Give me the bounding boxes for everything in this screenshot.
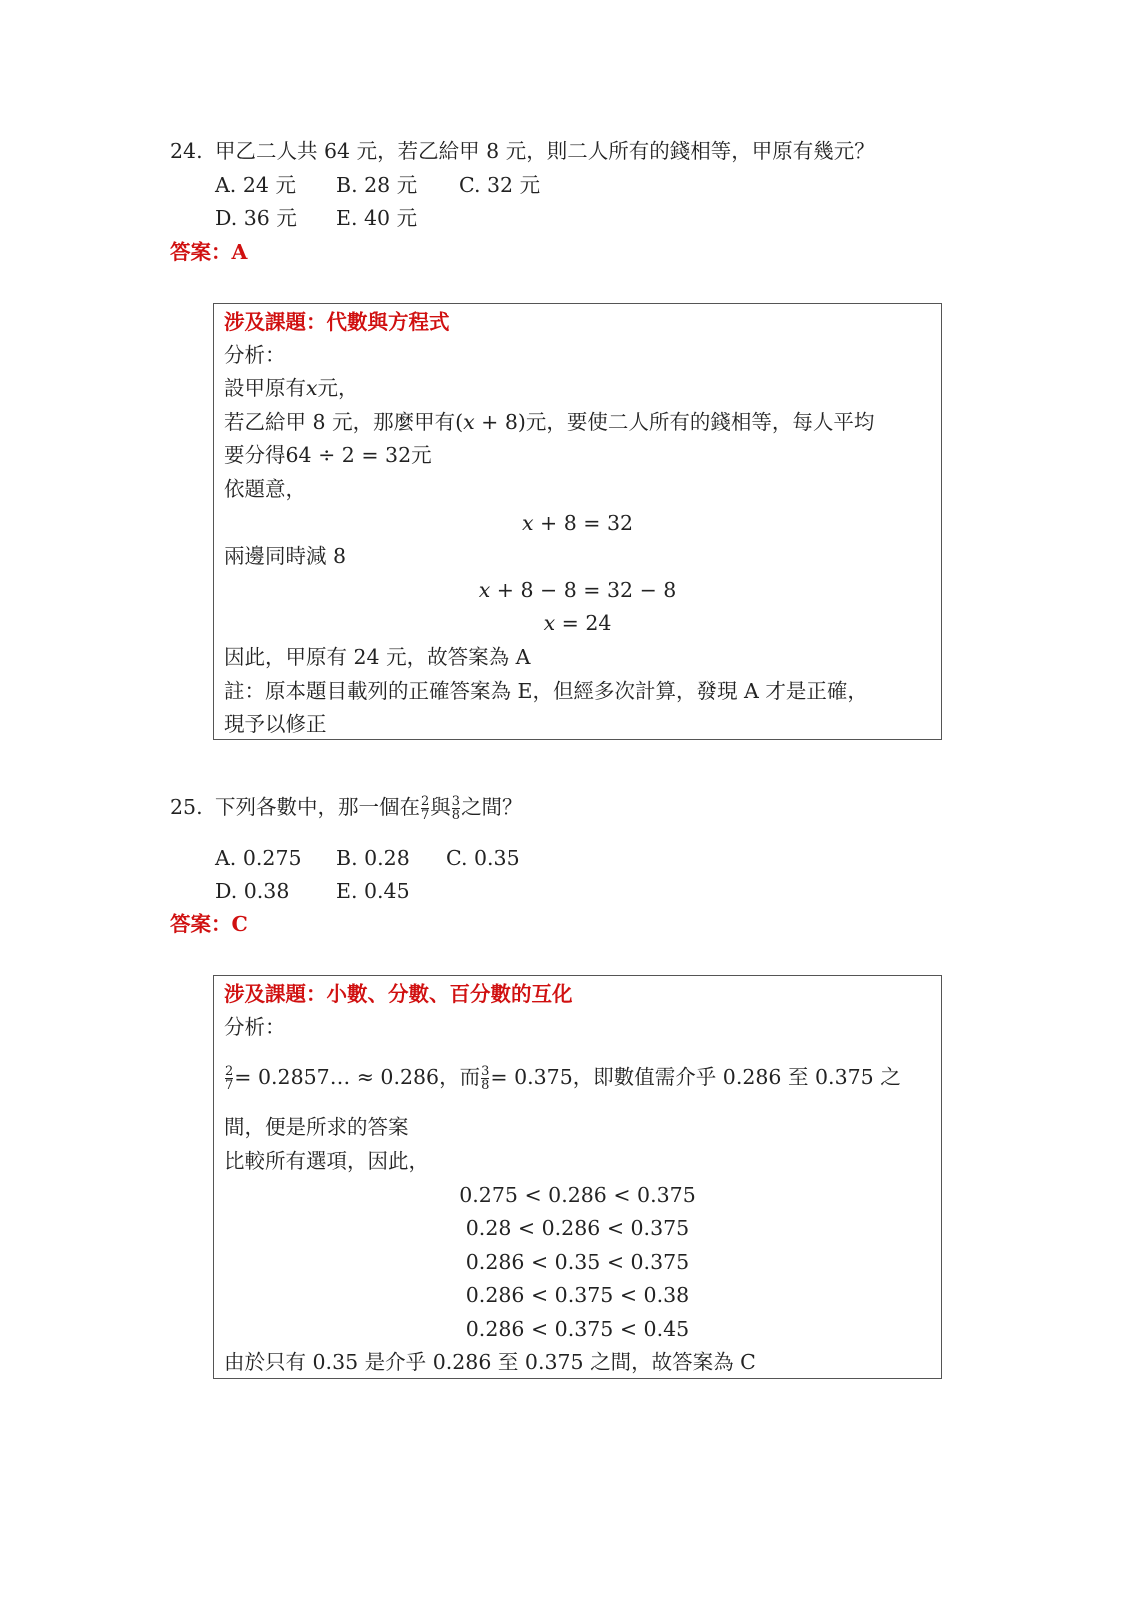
q25-line-text-b: = 0.375，即數值需介乎 0.286 至 0.375 之 [490, 1065, 901, 1089]
question-25-number: 25. [170, 795, 203, 819]
q25-text-pre: 下列各數中，那一個在 [215, 795, 420, 819]
q25-option-b: B. 0.28 [336, 846, 410, 870]
q25-text-post: 之間？ [461, 795, 523, 819]
q24-topic: 涉及課題：代數與方程式 [224, 310, 450, 334]
denominator: 8 [451, 808, 461, 823]
q25-text-mid: 與 [430, 795, 451, 819]
q25-option-a: A. 0.275 [215, 846, 302, 870]
question-24-text: 甲乙二人共 64 元，若乙給甲 8 元，則二人所有的錢相等，甲原有幾元？ [215, 139, 875, 163]
q24-line: 依題意， [224, 477, 306, 501]
fraction-2-7 [225, 1065, 233, 1092]
q25-line-fractions [224, 1058, 901, 1096]
q24-line: 兩邊同時減 8 [224, 544, 347, 568]
q25-inequality: 0.28 < 0.286 < 0.375 [465, 1216, 690, 1240]
q25-analysis-box [213, 975, 942, 1379]
question-25-text [215, 787, 523, 827]
q25-fraction-2-7 [421, 795, 429, 822]
q25-topic: 涉及課題：小數、分數、百分數的互化 [224, 982, 573, 1006]
q24-answer: 答案：A [170, 240, 248, 264]
q24-option-d: D. 36 元 [215, 206, 297, 230]
q24-option-c: C. 32 元 [459, 173, 541, 197]
q25-fraction-3-8 [452, 795, 460, 822]
numerator: 2 [225, 1064, 234, 1079]
q25-option-e: E. 0.45 [336, 879, 410, 903]
numerator: 2 [421, 794, 430, 809]
q25-inequality: 0.286 < 0.375 < 0.38 [465, 1283, 690, 1307]
q25-option-c: C. 0.35 [446, 846, 520, 870]
q25-inequality: 0.275 < 0.286 < 0.375 [459, 1183, 696, 1207]
q25-answer: 答案：C [170, 912, 248, 936]
denominator: 7 [225, 1078, 234, 1093]
q24-line: 因此，甲原有 24 元，故答案為 A [224, 645, 531, 669]
fraction-3-8 [481, 1065, 489, 1092]
q24-line: 若乙給甲 8 元，那麼甲有(𝑥 + 8)元，要使二人所有的錢相等，每人平均 [224, 410, 875, 434]
q25-line: 間，便是所求的答案 [224, 1115, 409, 1139]
q24-note: 現予以修正 [224, 712, 327, 736]
q25-option-d: D. 0.38 [215, 879, 290, 903]
q24-line: 設甲原有𝑥元， [224, 376, 359, 400]
numerator: 3 [481, 1064, 490, 1079]
q24-equation: 𝑥 = 24 [543, 611, 612, 635]
q24-analysis-box [213, 303, 942, 740]
numerator: 3 [451, 794, 461, 809]
denominator: 8 [481, 1078, 490, 1093]
q25-line: 由於只有 0.35 是介乎 0.286 至 0.375 之間，故答案為 C [224, 1350, 756, 1374]
q24-option-b: B. 28 元 [336, 173, 418, 197]
q24-option-a: A. 24 元 [215, 173, 296, 197]
q24-equation: 𝑥 + 8 = 32 [521, 511, 634, 535]
q24-line: 要分得64 ÷ 2 = 32元 [224, 443, 432, 467]
q25-inequality: 0.286 < 0.35 < 0.375 [465, 1250, 690, 1274]
q24-option-e: E. 40 元 [336, 206, 418, 230]
q24-equation: 𝑥 + 8 − 8 = 32 − 8 [478, 578, 677, 602]
q24-note: 註：原本題目載列的正確答案為 E，但經多次計算，發現 A 才是正確， [224, 679, 868, 703]
q25-inequality: 0.286 < 0.375 < 0.45 [465, 1317, 690, 1341]
q25-line: 比較所有選項，因此， [224, 1149, 429, 1173]
q25-line-text-a: = 0.2857… ≈ 0.286，而 [234, 1065, 481, 1089]
question-24-number: 24. [170, 139, 203, 163]
q24-line: 分析： [224, 343, 286, 367]
denominator: 7 [421, 808, 430, 823]
q25-line: 分析： [224, 1015, 286, 1039]
